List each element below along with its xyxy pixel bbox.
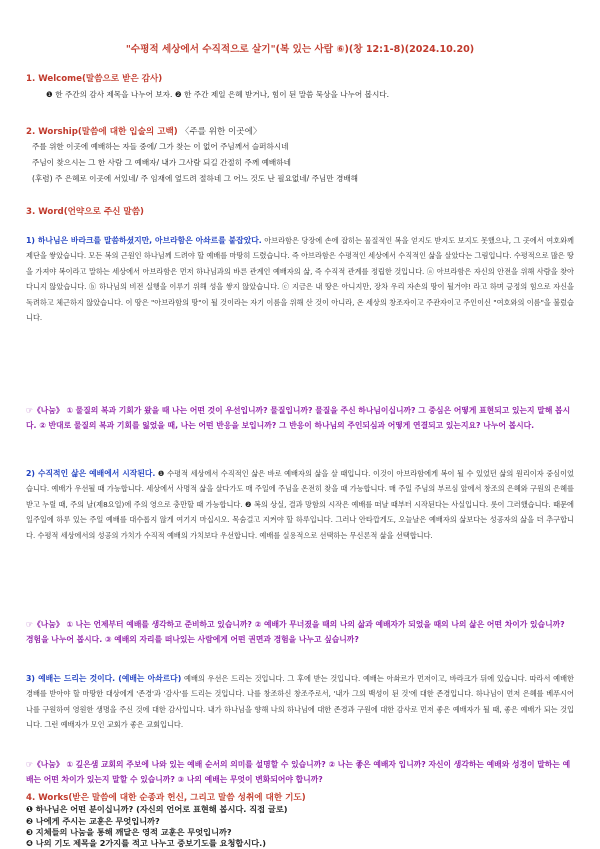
welcome-line: ❶ 한 주간의 감사 제목을 나누어 보자. ❷ 한 주간 제일 은혜 받거나, 힘이 된 말씀 묵상을 나누어 봅시다. bbox=[46, 90, 390, 99]
worship-heading bbox=[26, 125, 262, 137]
welcome-heading: 1. Welcome(말씀으로 받은 감사) bbox=[26, 74, 163, 84]
word-point-3-lead: 3) 예배는 드리는 것이다. (예배는 아솨르다) bbox=[26, 674, 182, 683]
word-point-2-question: ☞《나눔》 ① 나는 언제부터 예배를 생각하고 준비하고 있습니까? ② 예배가 무너졌을 때의 나의 삶과 예배자가 되었을 때의 나의 삶은 어떤 차이가 있습니까? 경험을 나누어 봅시다. ③ 예배의 자리를 떠나있는 사람에게 어떤 권면과 경험을 나누고 싶습니까? bbox=[26, 620, 565, 645]
worship-heading-text: 2. Worship(말씀에 대한 입술의 고백) bbox=[26, 127, 178, 137]
works-item-4: ❹ 나의 기도 제목을 2가지를 적고 나누고 중보기도를 요청합시다.) bbox=[26, 838, 267, 848]
word-point-1-question: ☞《나눔》 ① 물질의 복과 기회가 왔을 때 나는 어떤 것이 우선입니까? 물질입니까? 물질을 주신 하나님이십니까? 그 중심은 어떻게 표현되고 있는지 말해 봅시다. ② 반대로 물질의 복과 기회를 잃었을 때, 나는 어떤 반응을 보입니까? 그 반응이 하나님의 주인되심과 어떻게 연결되고 있는지요? 나누어 봅시다. bbox=[26, 406, 571, 431]
worship-line-1: 주를 위한 이곳에 예배하는 자들 중에/ 그가 찾는 이 없어 주님께서 슬퍼하시네 bbox=[32, 142, 289, 151]
page-title: "수평적 세상에서 수직적으로 살기"(복 있는 사람 ⑥)(창 12:1-8)(2024.10.20) bbox=[125, 44, 475, 55]
worship-line-3: (후렴) 주 은혜로 이곳에 서있네/ 주 임재에 엎드려 절하네 그 어느 것도 난 필요없네/ 주님만 경배해 bbox=[32, 174, 358, 183]
word-point-1-lead: 1) 하나님은 바라크를 말씀하셨지만, 아브라함은 아솨르를 붙잡았다. bbox=[26, 236, 262, 245]
word-point-3-body: 예배의 우선은 드리는 것입니다. 그 후에 받는 것입니다. 예배는 아솨르가 먼저이고, 바라크가 뒤에 있습니다. 따라서 예배한 경배를 받아야 할 마땅한 대상에게 '존경'과 '감사'를 드리는 것입니다. 나를 창조하신 창조주로서, '내가 그의 백성이 된 것'에 대한 존경입니다. 하나님이 먼저 은혜를 베푸시어 나를 구원하여 영원한 생명을 주신 것에 대한 감사입니다. 내가 하나님을 향해 나의 하나님에 대한 존경과 구원에 대한 감사로 먼저 좋은 예배자가 될 때, 좋은 예배가 되는 것입니다. 그런 예배자가 모인 교회가 좋은 교회입니다. bbox=[26, 674, 574, 730]
word-point-3 bbox=[26, 671, 574, 733]
works-item-1: ❶ 하나님은 어떤 분이십니까? (자신의 언어로 표현해 봅시다. 직접 글로) bbox=[26, 804, 288, 814]
word-heading: 3. Word(언약으로 주신 말씀) bbox=[26, 207, 144, 217]
works-heading: 4. Works(받은 말씀에 대한 순종과 헌신, 그리고 말씀 성취에 대한 기도) bbox=[26, 793, 306, 803]
word-point-2-body: ❶ 수평적 세상에서 수직적인 삶은 바로 예배자의 삶을 살 때입니다. 이것이 아브라함에게 복이 될 수 있었던 삶의 원리이자 중심이었습니다. 예배가 우선될 때 가능합니다. 세상에서 사명적 삶을 살다가도 매 주일에 주님을 온전히 찾을 때 가능합니다. 매 주일 주님의 부르심 앞에서 창조의 은혜와 구원의 은혜를 받고 누릴 때, 주의 날(제8요일)에 주의 영으로 충만할 때 가능합니다. ❷ 복의 상실, 결과 망함의 시작은 예배를 떠날 때부터 시작된다는 사실입니다. 롯이 그러했습니다. 때문에 일주일에 하루 있는 주일 예배를 대수롭지 않게 여기지 마십시오. 목숨걸고 지켜야 할 하루입니다. 그러나 안타깝게도, 오늘날은 예배자의 삶보다는 성공자의 삶을 더 추구합니다. 수평적 세상에서의 성공의 가치가 수직적 예배의 가치보다 우선합니다. 예배를 실용적으로 선택하는 무신론적 삶을 선택합니다. bbox=[26, 469, 574, 540]
word-point-1-body: 아브라함은 당장에 손에 잡히는 물질적인 복을 얻지도 받지도 보지도 못했으나, 그 곳에서 여호와께 제단을 쌓았습니다. 모든 복의 근원인 하나님께 드려야 할 예배를 마땅히 드렸습니다. 즉 아브라함은 수평적인 세상에서 수직적인 삶을 살았다는 그림입니다. 수평적으로 많은 땅을 가져야 복이라고 말하는 세상에서 아브라함은 먼저 하나님과의 바른 관계인 예배자의 삶, 즉 수직적 관계를 정립한 것입니다. ⓐ 아브라함은 자신의 안전을 위해 사람을 찾아다니지 않았습니다. ⓑ 하나님의 비전 실행을 이루기 위해 성을 쌓지 않았습니다. ⓒ 지금은 내 땅은 아니지만, 장차 우리 자손의 땅이 될거야! 라고 하며 긍정의 힘으로 자신을 독려하고 체근하지 않았습니다. 이 땅은 "아브라함의 땅"이 될 것이라는 자기 이름을 위해 산 것이 아니라, 온 세상의 창조자이고 주관자이고 주인이신 "여호와의 이름"을 불렀습니다. bbox=[26, 236, 574, 323]
word-point-2 bbox=[26, 466, 574, 543]
works-item-3: ❸ 지체들의 나눔을 통해 깨달은 영적 교훈은 무엇입니까? bbox=[26, 827, 232, 837]
worship-song-title: 〈주를 위한 이곳에〉 bbox=[180, 127, 262, 137]
works-item-2: ❷ 나에게 주시는 교훈은 무엇입니까? bbox=[26, 816, 160, 826]
word-point-2-lead: 2) 수직적인 삶은 예배에서 시작된다. bbox=[26, 469, 156, 478]
word-point-1 bbox=[26, 233, 574, 325]
worship-line-2: 주님이 찾으시는 그 한 사람 그 예배자/ 내가 그사람 되길 간절히 주께 예배하네 bbox=[32, 158, 291, 167]
word-point-3-question: ☞《나눔》 ① 깊은샘 교회의 주보에 나와 있는 예배 순서의 의미를 설명할 수 있습니까? ② 나는 좋은 예배자 입니까? 자신이 생각하는 예배와 성경이 말하는 예배는 어떤 차이가 있는지 말할 수 있습니까? ③ 나의 예배는 무엇이 변화되어야 합니까? bbox=[26, 760, 571, 785]
